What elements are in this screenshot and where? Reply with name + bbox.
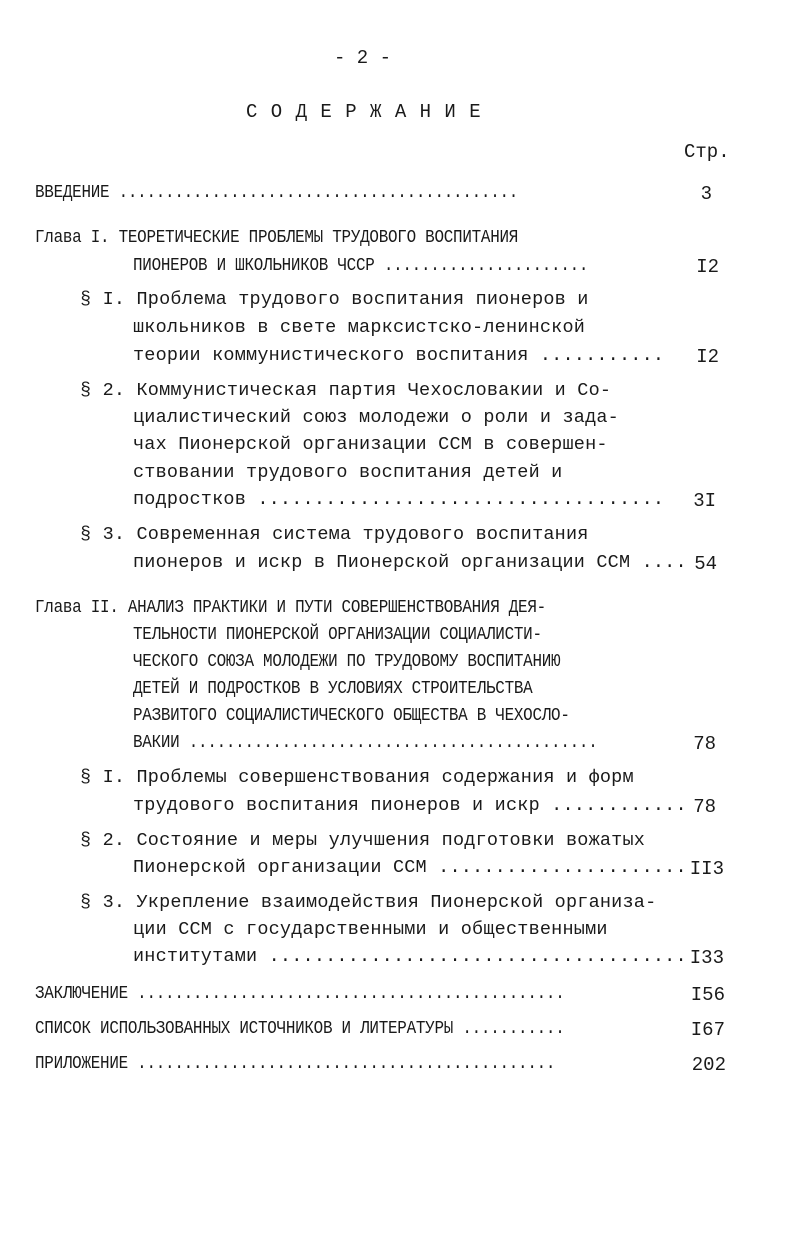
toc-page-number: I2 [696,346,719,368]
toc-entry-line: § 3. Современная система трудового воспитания [80,524,589,545]
toc-entry-line: школьников в свете марксистско-ленинской [133,317,586,338]
toc-page-number: 78 [693,796,716,818]
toc-entry-line: ВАКИИ ............................................ [133,732,598,753]
toc-entry-line: циалистический союз молодежи о роли и зада- [133,407,619,428]
toc-page-number: 3 [700,183,712,205]
toc-page-number: I67 [690,1019,725,1041]
toc-entry-text: СПИСОК ИСПОЛЬЗОВАННЫХ ИСТОЧНИКОВ И ЛИТЕРАТУРЫ ........... [35,1018,565,1039]
toc-entry-line: § 3. Укрепление взаимодействия Пионерской организа- [80,892,657,913]
page-number: - 2 - [334,47,392,69]
toc-entry-line: Пионерской организации ССМ ...................... [133,857,687,878]
toc-entry-line: подростков .................................... [133,489,665,510]
toc-entry-text: ВВЕДЕНИЕ ........................................... [35,182,519,203]
toc-entry-line: пионеров и искр в Пионерской организации ССМ .... [133,552,687,573]
toc-page-number: I2 [696,256,719,278]
toc-entry-line: Глава II. АНАЛИЗ ПРАКТИКИ И ПУТИ СОВЕРШЕНСТВОВАНИЯ ДЕЯ- [35,597,546,618]
toc-entry-text: ЗАКЛЮЧЕНИЕ .............................................. [35,983,565,1004]
toc-entry-line: ПИОНЕРОВ И ШКОЛЬНИКОВ ЧССР ...................... [133,255,589,276]
toc-page-number: 202 [691,1054,726,1076]
toc-entry-line: § 2. Коммунистическая партия Чехословакии и Со- [80,380,612,401]
toc-page-number: I56 [690,984,725,1006]
toc-entry-line: ДЕТЕЙ И ПОДРОСТКОВ В УСЛОВИЯХ СТРОИТЕЛЬСТВА [133,678,533,699]
toc-page-number: II3 [689,858,724,880]
toc-entry-line: трудового воспитания пионеров и искр ............ [133,795,687,816]
toc-page-number: I33 [689,947,724,969]
toc-entry-line: теории коммунистического воспитания ........... [133,345,665,366]
toc-entry-line: § I. Проблема трудового воспитания пионеров и [80,289,589,310]
toc-entry-text: ПРИЛОЖЕНИЕ ............................................. [35,1053,556,1074]
toc-entry-line: § I. Проблемы совершенствования содержания и форм [80,767,634,788]
toc-entry-line: РАЗВИТОГО СОЦИАЛИСТИЧЕСКОГО ОБЩЕСТВА В ЧЕХОСЛО- [133,705,570,726]
toc-entry-line: ЧЕСКОГО СОЮЗА МОЛОДЕЖИ ПО ТРУДОВОМУ ВОСПИТАНИЮ [133,651,561,672]
toc-entry-line: § 2. Состояние и меры улучшения подготовки вожатых [80,830,646,851]
toc-entry-line: Глава I. ТЕОРЕТИЧЕСКИЕ ПРОБЛЕМЫ ТРУДОВОГО ВОСПИТАНИЯ [35,227,519,248]
toc-entry-line: ции ССМ с государственными и общественными [133,919,608,940]
toc-entry-line: ТЕЛЬНОСТИ ПИОНЕРСКОЙ ОРГАНИЗАЦИИ СОЦИАЛИСТИ- [133,624,542,645]
toc-page-number: 78 [693,733,716,755]
pages-column-header: Стр. [684,141,730,163]
toc-page-number: 3I [693,490,716,512]
toc-page-number: 54 [694,553,717,575]
page-title: С О Д Е Р Ж А Н И Е [246,101,482,123]
toc-entry-line: ствовании трудового воспитания детей и [133,462,563,483]
toc-entry-line: чах Пионерской организации ССМ в совершен- [133,434,608,455]
toc-entry-line: институтами ..................................... [133,946,687,967]
